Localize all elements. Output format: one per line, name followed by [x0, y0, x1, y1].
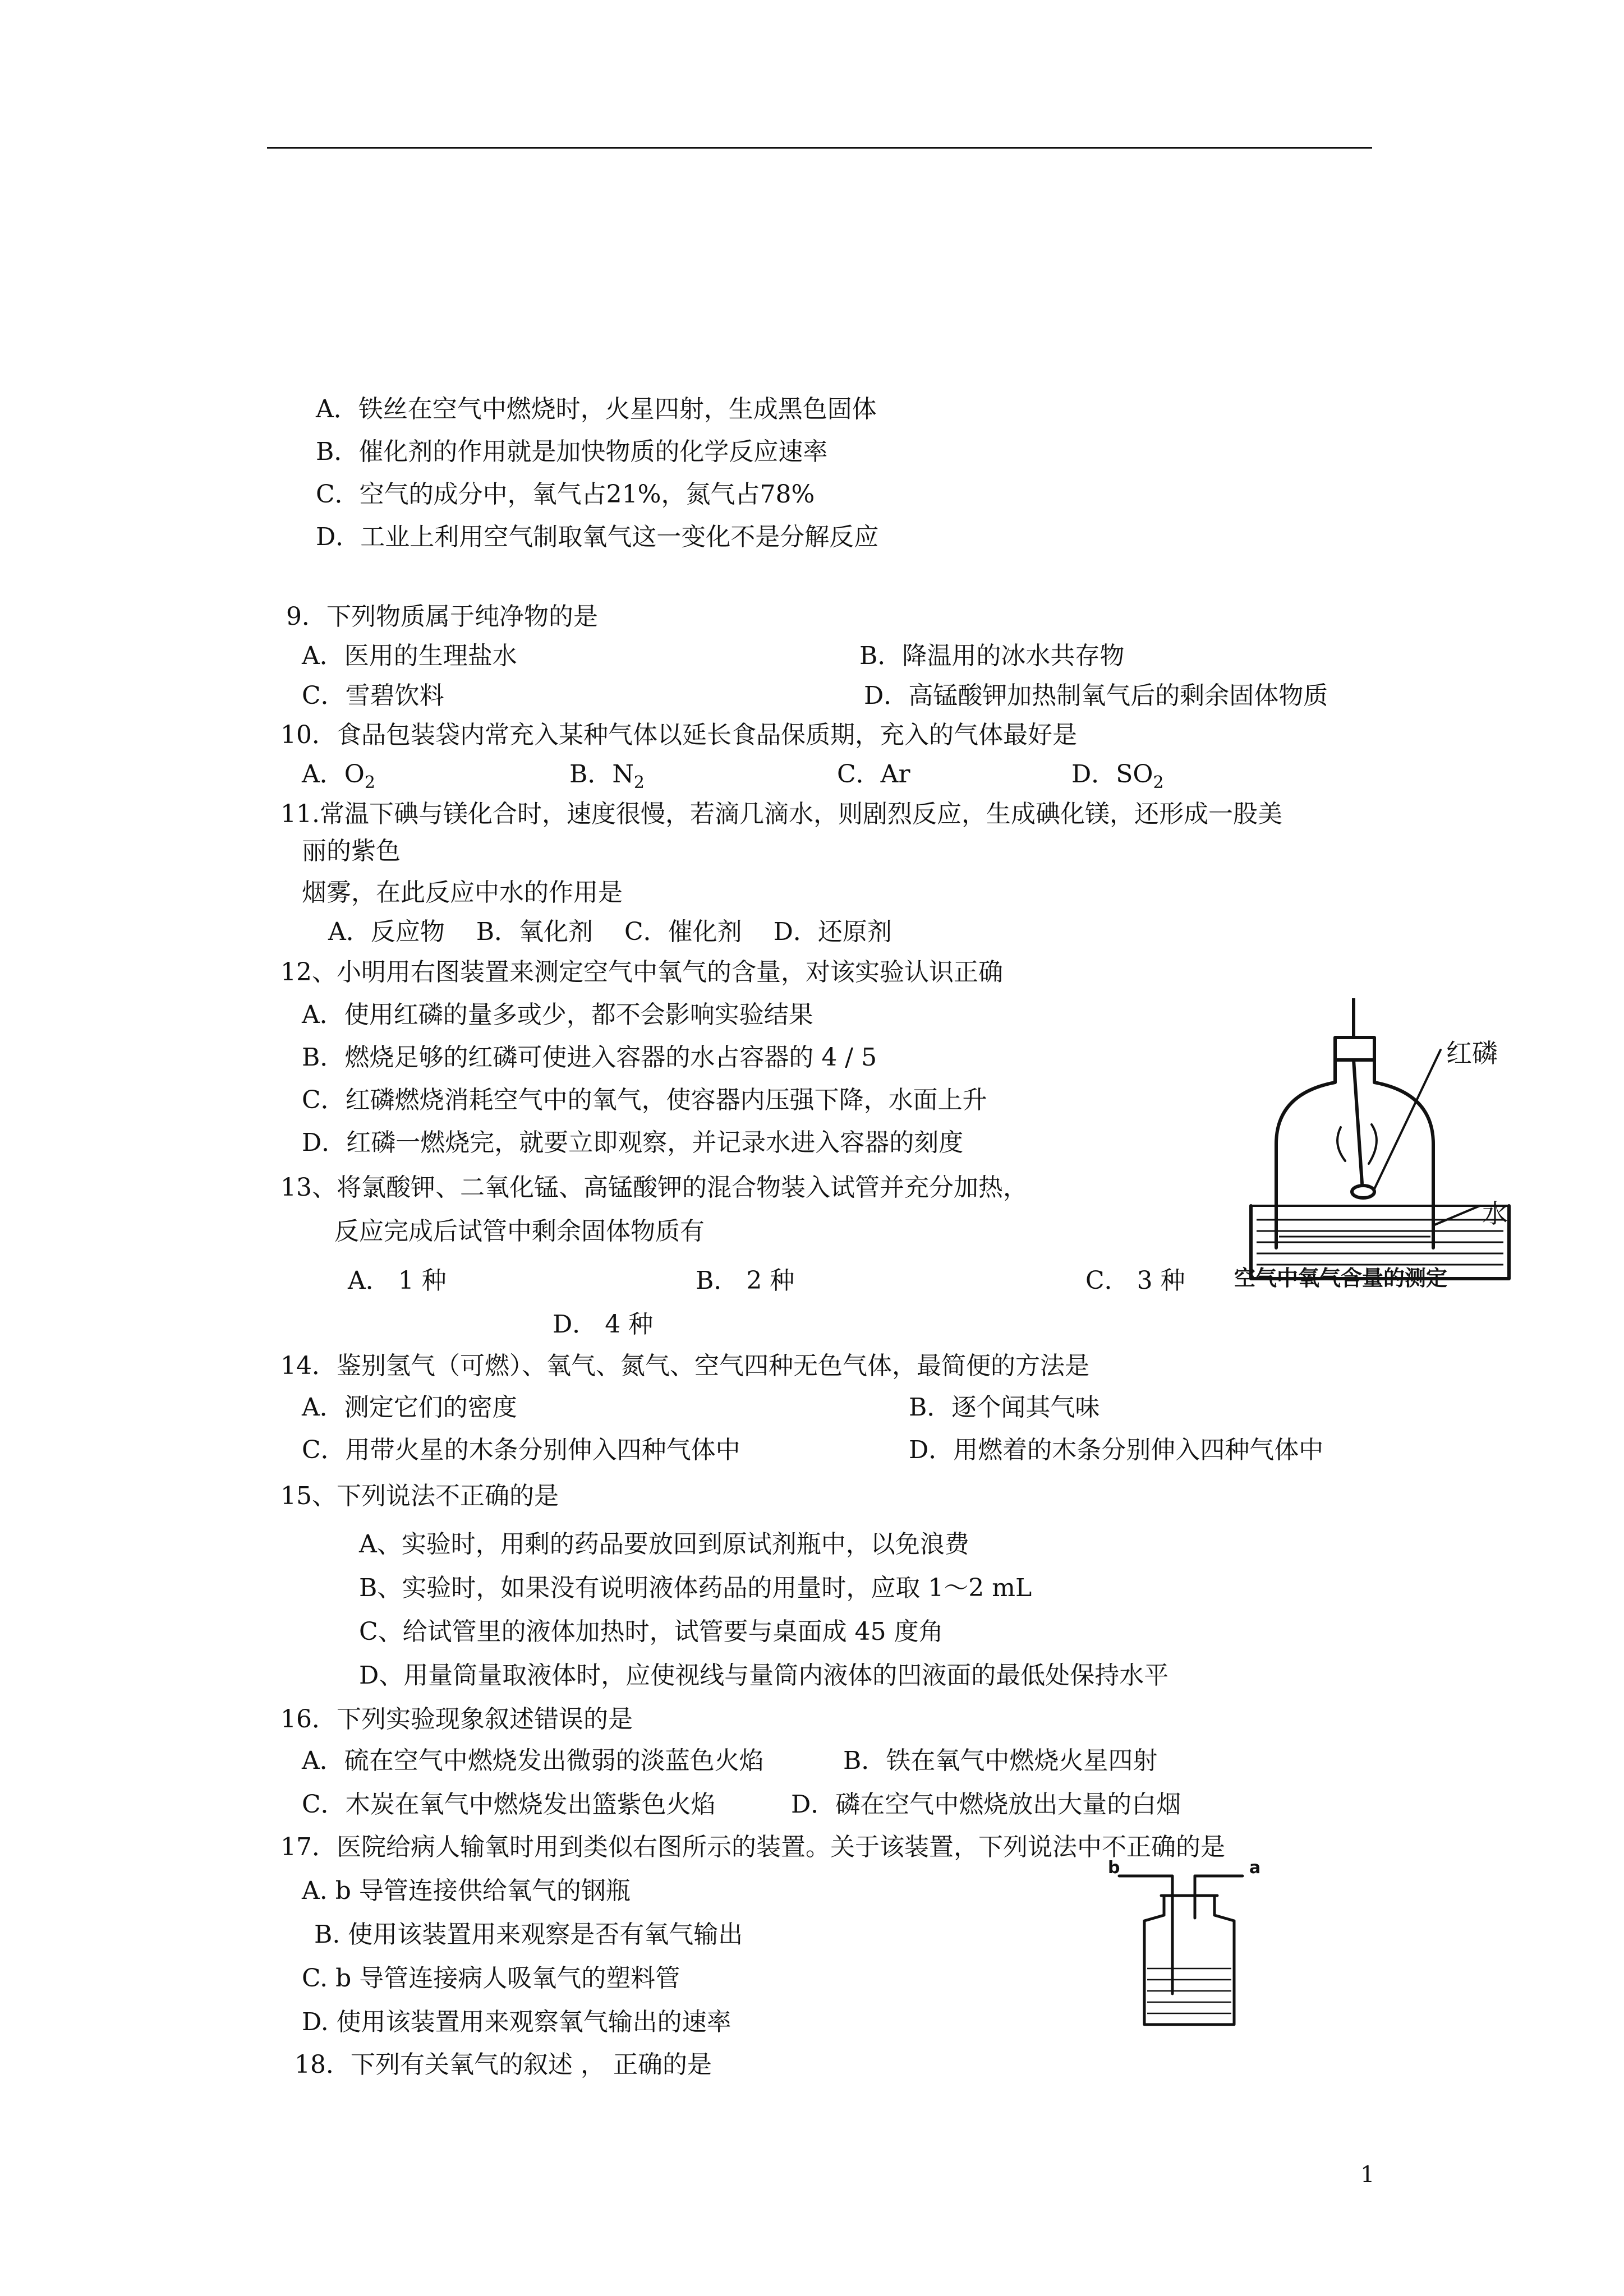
q10-option-b: B．$N_2$	[569, 760, 645, 792]
q9-option-c: C．雪碧饮料	[302, 681, 444, 710]
q17-stem: 17．医院给病人输氧时用到类似右图所示的装置。关于该装置，下列说法中不正确的是	[280, 1833, 1225, 1861]
q13-option-b: B． 2 种	[696, 1266, 795, 1295]
q14-option-d: D．用燃着的木条分别伸入四种气体中	[909, 1436, 1324, 1464]
q16-stem: 16．下列实验现象叙述错误的是	[280, 1705, 633, 1733]
q16-option-c: C．木炭在氧气中燃烧发出篮紫色火焰	[302, 1790, 716, 1819]
q14-option-a: A．测定它们的密度	[302, 1393, 517, 1422]
q13-stem-line2: 反应完成后试管中剩余固体物质有	[334, 1217, 705, 1246]
q17-option-c: C. b 导管连接病人吸氧气的塑料管	[302, 1964, 680, 1993]
q18-stem: 18．下列有关氧气的叙述 ， 正确的是	[295, 2050, 712, 2079]
q15-stem: 15、下列说法不正确的是	[280, 1482, 559, 1510]
q9-option-d: D．高锰酸钾加热制氧气后的剩余固体物质	[864, 681, 1328, 710]
q12-option-b: B．燃烧足够的红磷可使进入容器的水占容器的 4 / 5	[302, 1043, 877, 1072]
page-number: 1	[1360, 2162, 1375, 2188]
oxygen-measurement-figure	[1234, 998, 1526, 1290]
q17-option-b: B. 使用该装置用来观察是否有氧气输出	[314, 1920, 743, 1949]
oxygen-figure-caption: 空气中氧气含量的测定	[1234, 1266, 1448, 1290]
q14-option-b: B．逐个闻其气味	[909, 1393, 1100, 1422]
q13-option-c: C． 3 种	[1085, 1266, 1185, 1295]
q17-option-d: D. 使用该装置用来观察氧气输出的速率	[302, 2008, 732, 2036]
label-water: 水	[1482, 1198, 1508, 1229]
q12-option-a: A．使用红磷的量多或少，都不会影响实验结果	[302, 1001, 813, 1029]
q8-option-a: A．铁丝在空气中燃烧时，火星四射，生成黑色固体	[316, 395, 877, 423]
q16-option-b: B．铁在氧气中燃烧火星四射	[843, 1746, 1158, 1775]
q8-option-c: C．空气的成分中，氧气占21%，氮气占78%	[316, 480, 815, 509]
q12-stem: 12、小明用右图装置来测定空气中氧气的含量，对该实验认识正确	[280, 958, 1003, 986]
q8-option-b: B．催化剂的作用就是加快物质的化学反应速率	[316, 437, 828, 466]
q12-option-c: C．红磷燃烧消耗空气中的氧气，使容器内压强下降，水面上升	[302, 1086, 987, 1114]
q14-option-c: C．用带火星的木条分别伸入四种气体中	[302, 1436, 740, 1464]
q11-stem-line2: 丽的紫色	[302, 837, 401, 865]
q9-stem: 9．下列物质属于纯净物的是	[286, 602, 598, 631]
header-rule	[267, 147, 1372, 149]
q15-option-c: C、给试管里的液体加热时，试管要与桌面成 45 度角	[359, 1617, 944, 1646]
q11-stem-line3: 烟雾，在此反应中水的作用是	[302, 878, 623, 907]
q16-option-d: D．磷在空气中燃烧放出大量的白烟	[791, 1790, 1181, 1819]
q11-stem-line1: 11.常温下碘与镁化合时，速度很慢，若滴几滴水，则剧烈反应，生成碘化镁，还形成一股美	[280, 800, 1282, 828]
q13-stem-line1: 13、将氯酸钾、二氧化锰、高锰酸钾的混合物装入试管并充分加热，	[280, 1173, 1028, 1202]
q11-options: A．反应物 B．氧化剂 C．催化剂 D．还原剂	[328, 918, 892, 946]
q17-option-a: A. b 导管连接供给氧气的钢瓶	[302, 1877, 631, 1905]
q13-option-d: D． 4 种	[553, 1310, 654, 1339]
q13-option-a: A． 1 种	[348, 1266, 447, 1295]
gas-bottle-drawing	[1108, 1865, 1276, 2033]
q16-option-a: A．硫在空气中燃烧发出微弱的淡蓝色火焰	[302, 1746, 764, 1775]
q10-stem: 10．食品包装袋内常充入某种气体以延长食品保质期，充入的气体最好是	[280, 721, 1077, 749]
q10-option-c: C．Ar	[837, 760, 910, 789]
q10-option-d: D．$SO_2$	[1071, 760, 1164, 792]
label-red-phosphorus: 红磷	[1446, 1038, 1498, 1068]
q10-option-a: A．$O_2$	[302, 760, 375, 792]
q15-option-b: B、实验时，如果没有说明液体药品的用量时，应取 1～2 mL	[359, 1574, 1032, 1602]
label-tube-a: a	[1249, 1858, 1261, 1878]
q8-option-d: D．工业上利用空气制取氧气这一变化不是分解反应	[316, 523, 879, 551]
q9-option-a: A．医用的生理盐水	[302, 642, 517, 670]
q9-option-b: B．降温用的冰水共存物	[859, 642, 1125, 670]
q15-option-d: D、用量筒量取液体时，应使视线与量筒内液体的凹液面的最低处保持水平	[359, 1661, 1169, 1690]
label-tube-b: b	[1108, 1858, 1120, 1878]
gas-bottle-figure	[1108, 1858, 1276, 2033]
q14-stem: 14．鉴别氢气（可燃）、氧气、氮气、空气四种无色气体，最简便的方法是	[280, 1352, 1089, 1380]
q12-option-d: D．红磷一燃烧完，就要立即观察，并记录水进入容器的刻度	[302, 1128, 964, 1157]
q15-option-a: A、实验时，用剩的药品要放回到原试剂瓶中，以免浪费	[359, 1530, 969, 1559]
